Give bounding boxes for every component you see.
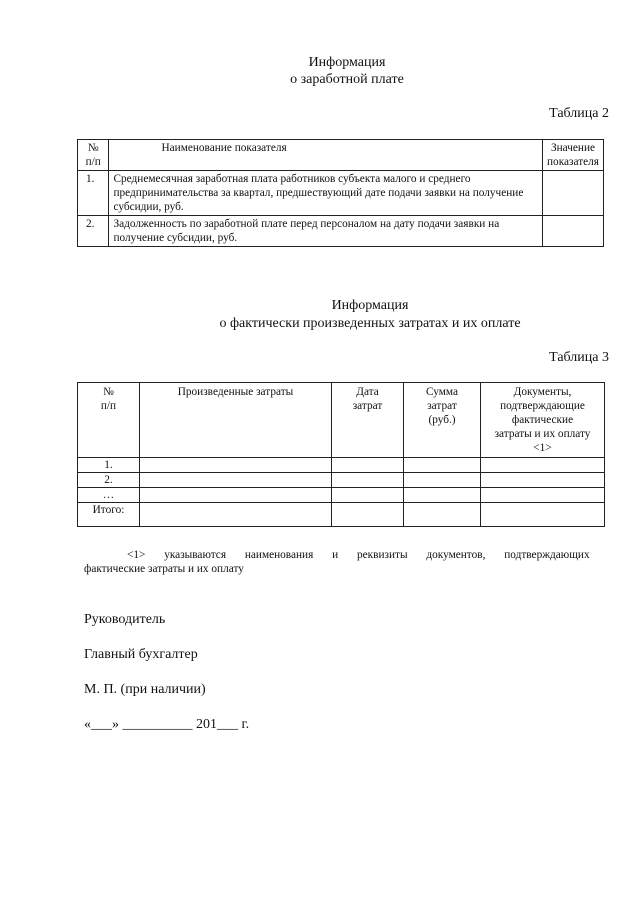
section2-title-line1: Информация bbox=[331, 298, 409, 313]
indicator-value-cell[interactable] bbox=[543, 171, 604, 216]
table-row bbox=[78, 458, 605, 473]
table-total-row bbox=[78, 503, 605, 527]
section1-title-line2: о заработной плате bbox=[290, 72, 404, 87]
row-number: 2. bbox=[78, 473, 140, 488]
expense-total-cell[interactable] bbox=[140, 503, 332, 527]
row-number: 1. bbox=[78, 458, 140, 473]
expense-cell[interactable] bbox=[140, 488, 332, 503]
table-header-row bbox=[78, 383, 605, 458]
column-header-documents: Документы, подтверждающие фактические затраты и их оплату <1> bbox=[481, 383, 605, 458]
table-row bbox=[78, 488, 605, 503]
footnote-line2: фактические затраты и их оплату bbox=[84, 563, 244, 575]
date-cell[interactable] bbox=[332, 473, 404, 488]
table2-label: Таблица 2 bbox=[549, 106, 609, 121]
column-header-amount: Сумма затрат (руб.) bbox=[404, 383, 481, 458]
expenses-table bbox=[77, 382, 605, 527]
table-row bbox=[78, 473, 605, 488]
date-line: «___» __________ 201___ г. bbox=[84, 717, 250, 732]
indicator-name: Задолженность по заработной плате перед персоналом на дату подачи заявки на получение субсидии, руб. bbox=[109, 216, 543, 247]
footnote bbox=[84, 548, 610, 576]
column-header-date: Дата затрат bbox=[332, 383, 404, 458]
column-header-indicator-name: Наименование показателя bbox=[109, 140, 543, 171]
amount-cell[interactable] bbox=[404, 473, 481, 488]
footnote-line1: <1> указываются наименования и реквизиты документов, подтверждающих bbox=[127, 549, 590, 561]
expense-cell[interactable] bbox=[140, 473, 332, 488]
amount-cell[interactable] bbox=[404, 458, 481, 473]
table-header-row bbox=[78, 140, 604, 171]
seal-note: М. П. (при наличии) bbox=[84, 682, 206, 697]
date-cell[interactable] bbox=[332, 458, 404, 473]
documents-cell[interactable] bbox=[481, 473, 605, 488]
table-row bbox=[78, 171, 604, 216]
documents-total-cell[interactable] bbox=[481, 503, 605, 527]
date-total-cell[interactable] bbox=[332, 503, 404, 527]
salary-table bbox=[77, 139, 604, 247]
table-row bbox=[78, 216, 604, 247]
indicator-value-cell[interactable] bbox=[543, 216, 604, 247]
table3-label: Таблица 3 bbox=[549, 350, 609, 365]
expense-cell[interactable] bbox=[140, 458, 332, 473]
section2-title-line2: о фактически произведенных затратах и их оплате bbox=[219, 316, 521, 331]
total-label: Итого: bbox=[78, 503, 140, 527]
date-cell[interactable] bbox=[332, 488, 404, 503]
column-header-expenses: Произведенные затраты bbox=[140, 383, 332, 458]
row-number: 1. bbox=[78, 171, 109, 216]
row-number: … bbox=[78, 488, 140, 503]
documents-cell[interactable] bbox=[481, 458, 605, 473]
signature-head: Руководитель bbox=[84, 612, 166, 627]
amount-total-cell[interactable] bbox=[404, 503, 481, 527]
column-header-number: № п/п bbox=[78, 383, 140, 458]
indicator-name: Среднемесячная заработная плата работников субъекта малого и среднего предпринимательства за квартал, предшествующий дате подачи заявки на получение субсидии, руб. bbox=[109, 171, 543, 216]
amount-cell[interactable] bbox=[404, 488, 481, 503]
section1-title-line1: Информация bbox=[308, 55, 386, 70]
documents-cell[interactable] bbox=[481, 488, 605, 503]
row-number: 2. bbox=[78, 216, 109, 247]
signature-accountant: Главный бухгалтер bbox=[84, 647, 198, 662]
column-header-value: Значение показателя bbox=[543, 140, 604, 171]
column-header-number: № п/п bbox=[78, 140, 109, 171]
